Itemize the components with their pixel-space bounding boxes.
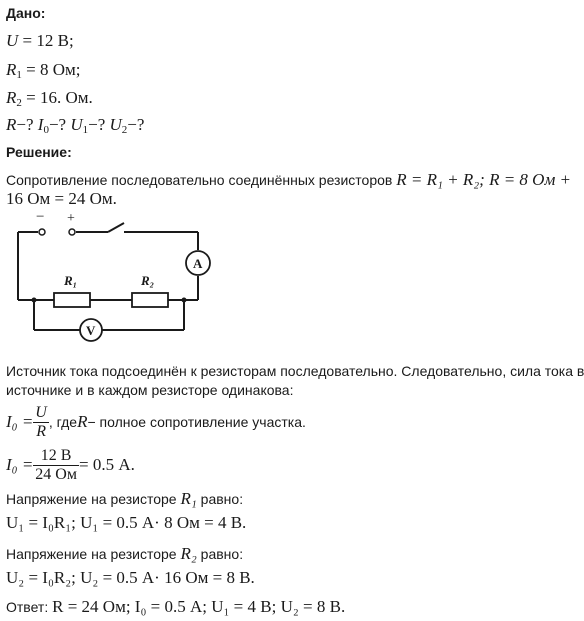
find-q1: −? — [16, 115, 38, 134]
series-text: Сопротивление последовательно соединённых резисторов — [6, 172, 397, 188]
answer-formula: R = 24 Ом; I₀ = 0.5 А; U₁ = 4 В; U₂ = 8 В. — [52, 597, 346, 616]
i0-tail: , где — [48, 414, 78, 430]
i0-desc: − полное сопротивление участка. — [87, 414, 306, 430]
junction-right — [182, 298, 187, 303]
given-u — [6, 32, 74, 50]
i0-num: U — [35, 403, 47, 421]
ammeter-label: A — [193, 256, 203, 271]
u2-heading-end: равно: — [196, 546, 244, 562]
source-line2: источнике и в каждом резисторе одинакова: — [6, 382, 294, 398]
series-line2: 16 Ом = 24 Ом. — [6, 189, 117, 208]
given-u-symbol: U — [6, 31, 19, 50]
answer-label: Ответ: — [6, 599, 53, 615]
resistor-r2 — [132, 293, 168, 307]
switch-lever — [108, 223, 124, 232]
find-line — [6, 116, 144, 139]
u1-heading — [6, 490, 243, 508]
given-r2-value: = 16. Ом. — [21, 88, 93, 107]
find-q2: −? — [48, 115, 71, 134]
r1-label: R₁ — [64, 273, 78, 288]
u2-heading-text: Напряжение на резисторе — [6, 546, 181, 562]
resistor-r1 — [54, 293, 90, 307]
u1-formula: U₁ = I₀R₁; U₁ = 0.5 А· 8 Ом = 4 В. — [6, 513, 247, 532]
given-r1 — [6, 61, 81, 84]
r2-label: R₂ — [141, 273, 155, 288]
i0-calc-num: 12 В — [33, 447, 79, 466]
voltmeter-label: V — [86, 323, 96, 338]
source-line1: Источник тока подсоединён к резисторам последовательно. Следовательно, сила тока в — [6, 363, 584, 379]
i0-calc-result: = 0.5 А. — [78, 455, 135, 474]
i0-calc-fraction — [33, 447, 79, 484]
terminal-plus — [69, 229, 75, 235]
u1-heading-symbol: R₁ — [180, 489, 197, 508]
u2-heading-symbol: R₂ — [180, 544, 197, 563]
minus-label: − — [36, 209, 45, 225]
find-i: I — [37, 115, 44, 134]
series-line — [6, 171, 571, 189]
i0-definition — [6, 402, 306, 442]
find-u2: U — [109, 115, 122, 134]
given-u-value: = 12 В; — [18, 31, 74, 50]
i0-den: R — [36, 422, 46, 440]
given-heading: Дано: — [6, 5, 46, 21]
u2-heading — [6, 545, 243, 563]
find-q4: −? — [127, 115, 145, 134]
solution-heading: Решение: — [6, 144, 72, 160]
given-r2-symbol: R — [6, 88, 17, 107]
answer-line — [6, 598, 345, 616]
i0-calculation — [6, 445, 135, 485]
given-r1-sub: 1 — [16, 69, 22, 81]
u2-formula: U₂ = I₀R₂; U₂ = 0.5 А· 16 Ом = 8 В. — [6, 568, 255, 587]
series-formula: R = R₁ + R₂; R = 8 Ом + — [396, 170, 572, 189]
find-r: R — [6, 115, 17, 134]
i0-fraction — [33, 404, 49, 441]
junction-left — [32, 298, 37, 303]
find-q3: −? — [88, 115, 110, 134]
i0-calc-lhs: I₀ = — [6, 455, 34, 474]
find-i-sub: 0 — [43, 124, 49, 136]
given-r2 — [6, 89, 93, 112]
given-r1-value: = 8 Ом; — [21, 60, 81, 79]
find-u2-sub: 2 — [121, 124, 128, 136]
u1-heading-end: равно: — [196, 491, 244, 507]
i0-r: R — [77, 412, 88, 431]
u1-heading-text: Напряжение на резисторе — [6, 491, 181, 507]
given-r2-sub: 2 — [16, 97, 22, 109]
i0-lhs: I₀ = — [6, 412, 34, 431]
circuit-diagram — [0, 205, 260, 345]
terminal-minus — [39, 229, 45, 235]
find-u1: U — [70, 115, 83, 134]
plus-label: + — [67, 211, 75, 226]
i0-calc-den: 24 Ом — [35, 465, 77, 483]
find-u1-sub: 1 — [82, 124, 89, 136]
given-r1-symbol: R — [6, 60, 17, 79]
